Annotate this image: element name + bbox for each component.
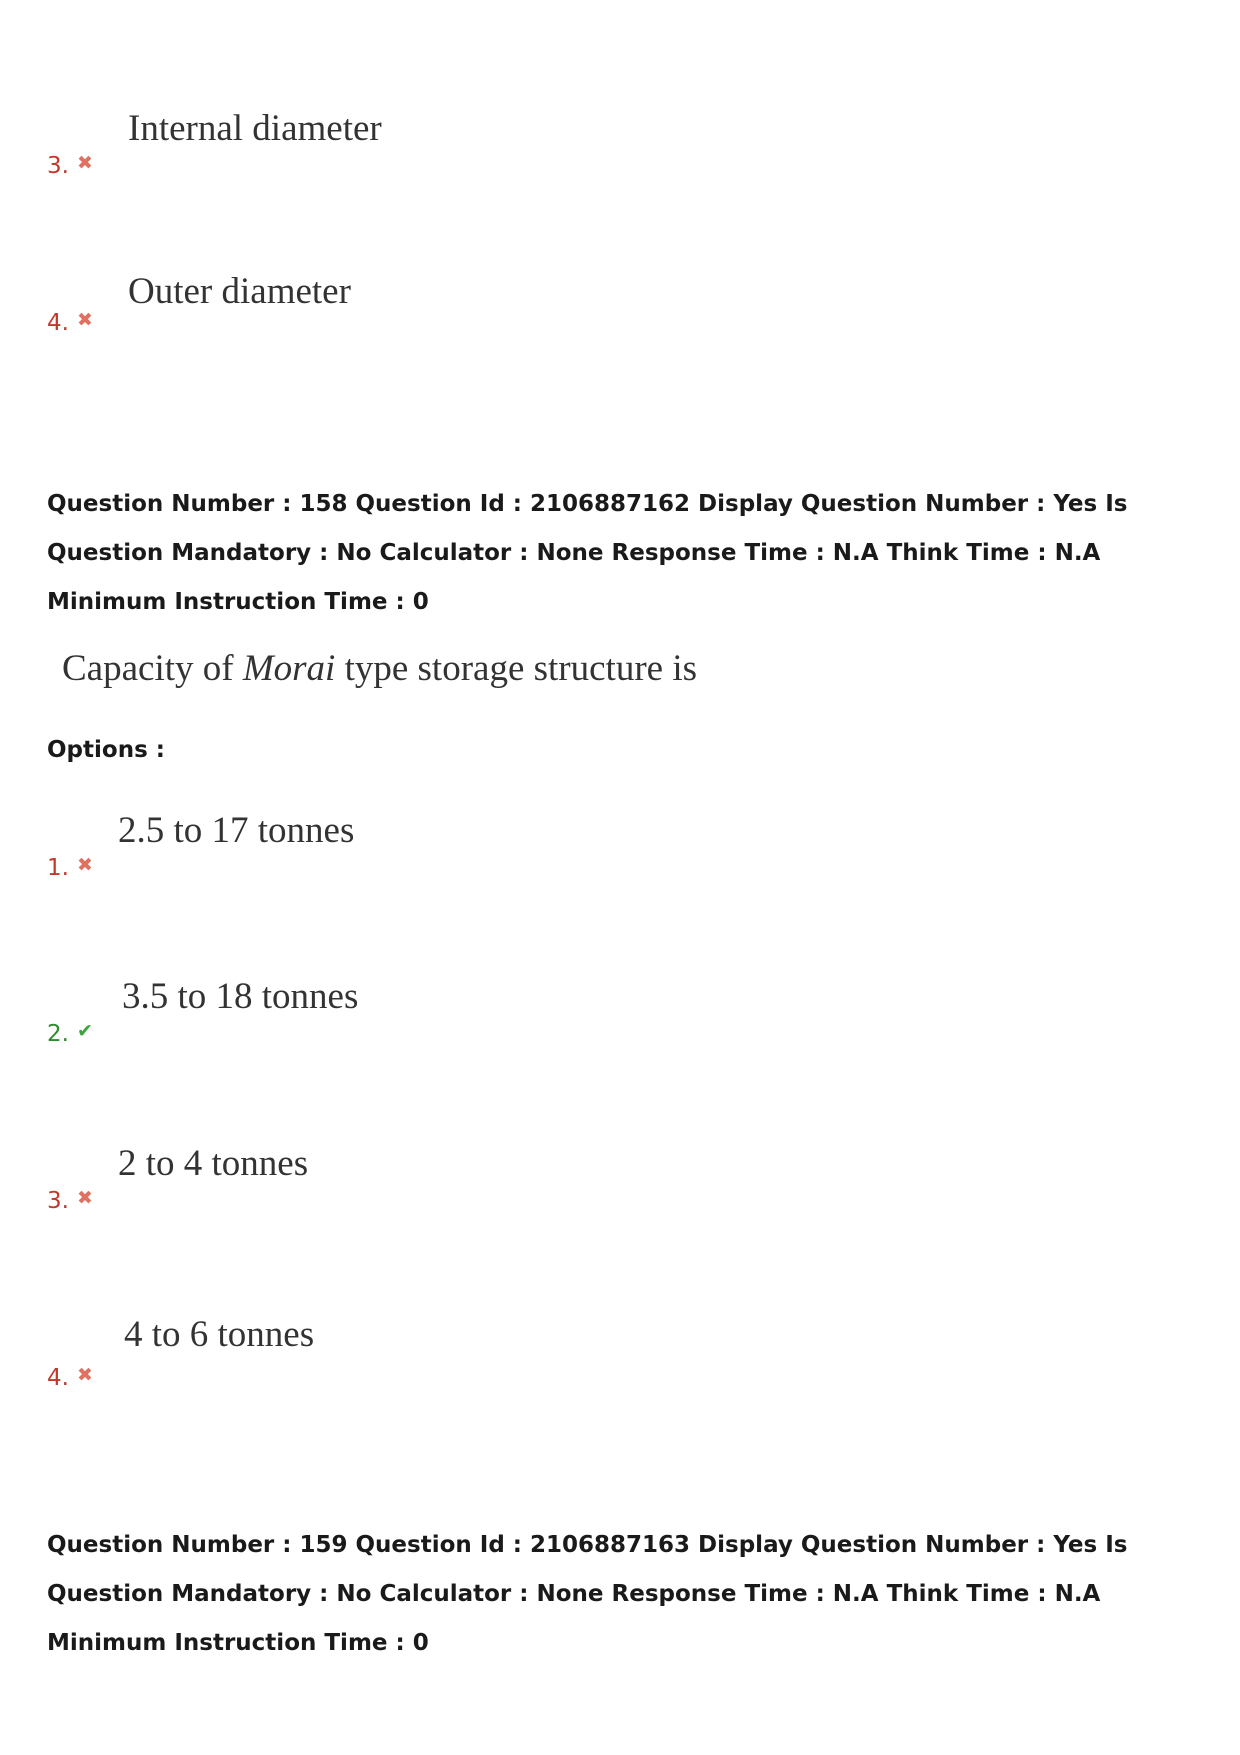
option-number: 4. ✖ [47,309,93,336]
option-text: Outer diameter [128,271,351,312]
cross-mark-icon: ✖ [76,152,93,174]
cross-mark-icon: ✖ [76,309,93,331]
options-label: Options : [47,737,165,763]
check-mark-icon: ✔ [76,1020,93,1042]
option-text: 2.5 to 17 tonnes [118,810,355,851]
option-number: 1. ✖ [47,854,93,881]
option-number: 3. ✖ [47,152,93,179]
option-number: 4. ✖ [47,1364,93,1391]
option-text: Internal diameter [128,108,382,149]
option-text: 3.5 to 18 tonnes [122,976,359,1017]
cross-mark-icon: ✖ [76,854,93,876]
cross-mark-icon: ✖ [76,1364,93,1386]
option-text: 2 to 4 tonnes [118,1143,309,1184]
question-text: Capacity of Morai type storage structure is [62,648,697,689]
option-number: 2. ✔ [47,1020,93,1047]
question-meta: Question Number : 159 Question Id : 2106887163 Display Question Number : Yes Is Question Mandatory : No Calculator : None Response Time : N.A Think Time : N.A Minimum Instruction Time : 0 [47,1532,1128,1656]
question-text-italic: Morai [242,648,336,689]
option-number: 3. ✖ [47,1187,93,1214]
cross-mark-icon: ✖ [76,1187,93,1209]
question-meta: Question Number : 158 Question Id : 2106887162 Display Question Number : Yes Is Question Mandatory : No Calculator : None Response Time : N.A Think Time : N.A Minimum Instruction Time : 0 [47,491,1128,615]
option-text: 4 to 6 tonnes [124,1314,315,1355]
